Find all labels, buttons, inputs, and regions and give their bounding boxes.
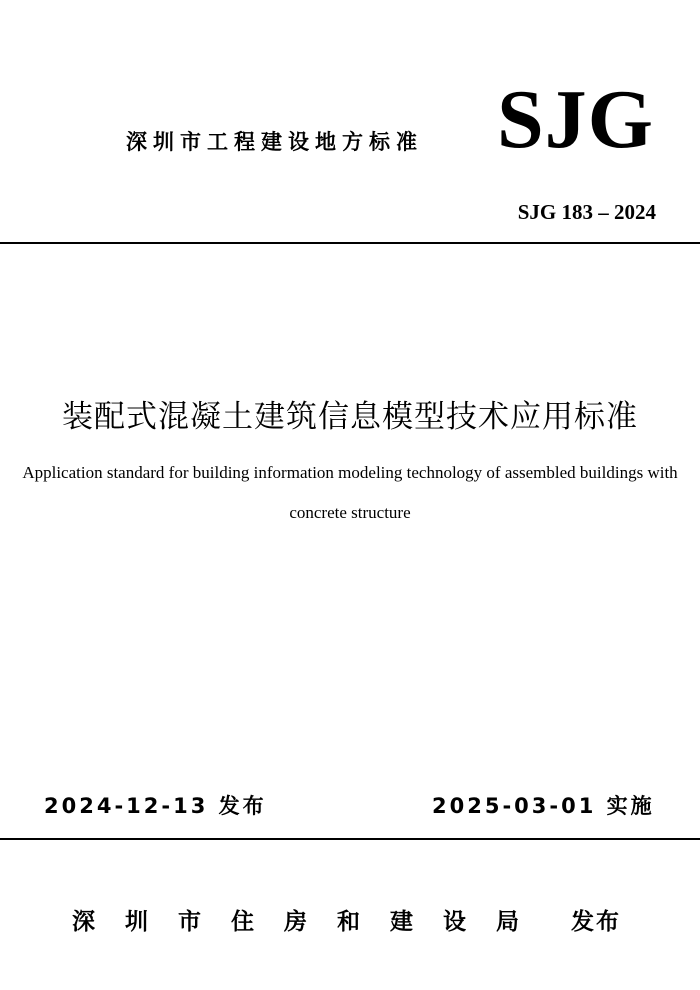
standard-category: 深圳市工程建设地方标准 [126,130,423,154]
standard-code: SJG 183 – 2024 [517,200,656,224]
issue-date: 2024-12-13 发布 [44,794,267,818]
bottom-divider [0,838,700,840]
publisher-org: 深圳市住房和建设局 [72,909,549,935]
sjg-logo: SJG [496,73,654,166]
implementation-date: 2025-03-01 实施 [432,794,655,818]
publisher-line [72,903,621,936]
top-divider [0,242,700,244]
publisher-action: 发布 [571,909,621,935]
title-english: Application standard for building information modeling technology of assembled buildings with concrete structure [22,463,678,522]
title-chinese: 装配式混凝土建筑信息模型技术应用标准 [62,399,638,435]
